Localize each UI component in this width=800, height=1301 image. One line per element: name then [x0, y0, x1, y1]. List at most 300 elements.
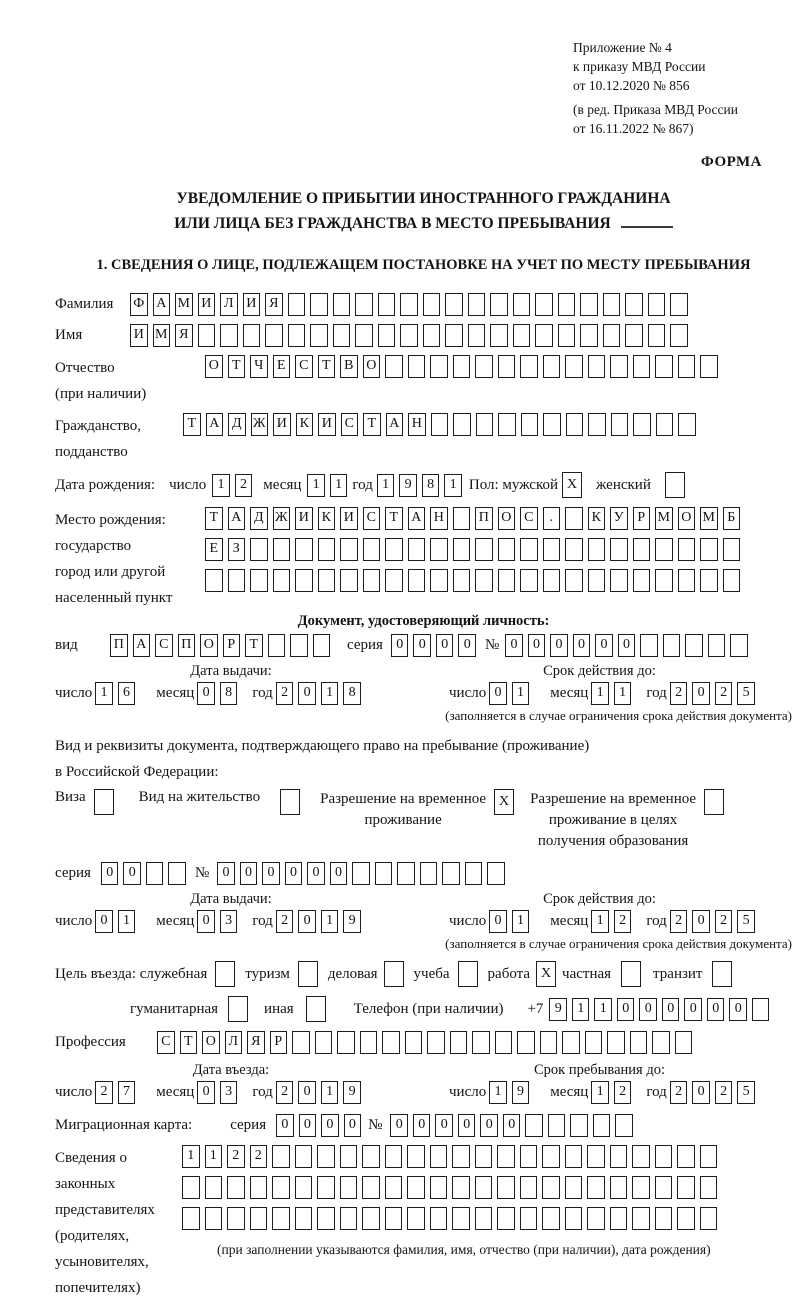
citizenship-cell[interactable]: И	[273, 413, 291, 436]
representatives-cell[interactable]	[340, 1176, 358, 1199]
birth-month-cell[interactable]: 1	[330, 474, 348, 497]
sex-female-checkbox[interactable]	[665, 472, 685, 498]
doc-type-cell[interactable]: П	[110, 634, 128, 657]
resid-number-cell[interactable]: 0	[307, 862, 325, 885]
doc-number-cell[interactable]: 0	[550, 634, 568, 657]
birth-place-cell[interactable]	[520, 538, 538, 561]
birth-place-cell[interactable]	[475, 538, 493, 561]
rvp-education-checkbox[interactable]	[704, 789, 724, 815]
representatives-cell[interactable]	[497, 1145, 515, 1168]
representatives-cell[interactable]	[362, 1176, 380, 1199]
entry-year-cell[interactable]: 0	[298, 1081, 316, 1104]
citizenship-cell[interactable]	[566, 413, 584, 436]
resid-issue-year-cell[interactable]: 0	[298, 910, 316, 933]
doc-type-cell[interactable]: А	[133, 634, 151, 657]
representatives-cell[interactable]	[430, 1145, 448, 1168]
patronymic-cell[interactable]: Т	[318, 355, 336, 378]
purpose-official-checkbox[interactable]	[215, 961, 235, 987]
surname-cell[interactable]	[288, 293, 306, 316]
birth-place-cell[interactable]	[565, 507, 583, 530]
profession-cell[interactable]: Т	[180, 1031, 198, 1054]
representatives-cell[interactable]	[632, 1145, 650, 1168]
phone-cell[interactable]: 0	[662, 998, 680, 1021]
patronymic-cell[interactable]: С	[295, 355, 313, 378]
surname-cell[interactable]	[333, 293, 351, 316]
representatives-cell[interactable]	[475, 1207, 493, 1230]
phone-cell[interactable]: 1	[572, 998, 590, 1021]
patronymic-cell[interactable]	[588, 355, 606, 378]
birth-place-cell[interactable]: С	[520, 507, 538, 530]
profession-cell[interactable]	[607, 1031, 625, 1054]
birth-place-cell[interactable]: С	[363, 507, 381, 530]
representatives-cell[interactable]	[700, 1176, 718, 1199]
resid-valid-year-cell[interactable]: 5	[737, 910, 755, 933]
patronymic-cell[interactable]	[453, 355, 471, 378]
name-cell[interactable]	[580, 324, 598, 347]
representatives-cell[interactable]	[700, 1207, 718, 1230]
surname-cell[interactable]: А	[153, 293, 171, 316]
patronymic-cell[interactable]: Ч	[250, 355, 268, 378]
name-cell[interactable]	[625, 324, 643, 347]
representatives-cell[interactable]	[385, 1145, 403, 1168]
birth-place-cell[interactable]: Е	[205, 538, 223, 561]
name-cell[interactable]	[220, 324, 238, 347]
citizenship-cell[interactable]: Д	[228, 413, 246, 436]
surname-cell[interactable]: И	[198, 293, 216, 316]
name-cell[interactable]	[198, 324, 216, 347]
resid-number-cell[interactable]	[397, 862, 415, 885]
purpose-study-checkbox[interactable]	[458, 961, 478, 987]
birth-place-cell[interactable]	[453, 538, 471, 561]
resid-issue-year-cell[interactable]: 2	[276, 910, 294, 933]
representatives-cell[interactable]	[520, 1145, 538, 1168]
mig-number-cell[interactable]: 0	[390, 1114, 408, 1137]
name-cell[interactable]	[310, 324, 328, 347]
birth-place-cell[interactable]	[273, 538, 291, 561]
surname-cell[interactable]: М	[175, 293, 193, 316]
citizenship-cell[interactable]: Ж	[251, 413, 269, 436]
mig-number-cell[interactable]	[570, 1114, 588, 1137]
representatives-cell[interactable]	[250, 1207, 268, 1230]
phone-cell[interactable]: 0	[707, 998, 725, 1021]
birth-place-cell[interactable]: Т	[385, 507, 403, 530]
birth-place-cell[interactable]	[453, 507, 471, 530]
representatives-cell[interactable]	[385, 1207, 403, 1230]
doc-number-cell[interactable]	[730, 634, 748, 657]
citizenship-cell[interactable]: Т	[183, 413, 201, 436]
profession-cell[interactable]: С	[157, 1031, 175, 1054]
profession-cell[interactable]	[405, 1031, 423, 1054]
profession-cell[interactable]: О	[202, 1031, 220, 1054]
surname-cell[interactable]: Л	[220, 293, 238, 316]
birth-place-cell[interactable]	[633, 569, 651, 592]
name-cell[interactable]	[535, 324, 553, 347]
surname-cell[interactable]	[490, 293, 508, 316]
birth-place-cell[interactable]	[273, 569, 291, 592]
entry-year-cell[interactable]: 9	[343, 1081, 361, 1104]
doc-valid-year-cell[interactable]: 2	[715, 682, 733, 705]
birth-place-cell[interactable]	[318, 538, 336, 561]
patronymic-cell[interactable]: О	[205, 355, 223, 378]
sex-male-checkbox[interactable]: X	[562, 472, 582, 498]
birth-month-cell[interactable]: 1	[307, 474, 325, 497]
citizenship-cell[interactable]: А	[386, 413, 404, 436]
doc-series-cell[interactable]: 0	[413, 634, 431, 657]
representatives-cell[interactable]	[295, 1207, 313, 1230]
representatives-cell[interactable]: 1	[182, 1145, 200, 1168]
resid-number-cell[interactable]	[420, 862, 438, 885]
representatives-cell[interactable]	[542, 1176, 560, 1199]
patronymic-cell[interactable]	[678, 355, 696, 378]
representatives-cell[interactable]	[407, 1145, 425, 1168]
stay-month-cell[interactable]: 2	[614, 1081, 632, 1104]
mig-number-cell[interactable]: 0	[413, 1114, 431, 1137]
stay-day-cell[interactable]: 9	[512, 1081, 530, 1104]
resid-valid-day-cell[interactable]: 0	[489, 910, 507, 933]
surname-cell[interactable]: Ф	[130, 293, 148, 316]
doc-issue-day-cell[interactable]: 6	[118, 682, 136, 705]
representatives-cell[interactable]	[587, 1145, 605, 1168]
birth-place-cell[interactable]	[700, 538, 718, 561]
birth-place-cell[interactable]	[430, 569, 448, 592]
profession-cell[interactable]: Л	[225, 1031, 243, 1054]
birth-place-cell[interactable]: О	[498, 507, 516, 530]
purpose-humanitarian-checkbox[interactable]	[228, 996, 248, 1022]
representatives-cell[interactable]	[565, 1207, 583, 1230]
representatives-cell[interactable]	[677, 1176, 695, 1199]
birth-place-cell[interactable]	[385, 538, 403, 561]
doc-valid-year-cell[interactable]: 0	[692, 682, 710, 705]
resid-number-cell[interactable]: 0	[262, 862, 280, 885]
doc-series-cell[interactable]: 0	[391, 634, 409, 657]
phone-cell[interactable]: 0	[684, 998, 702, 1021]
entry-month-cell[interactable]: 0	[197, 1081, 215, 1104]
resid-series-cell[interactable]	[168, 862, 186, 885]
representatives-cell[interactable]	[407, 1176, 425, 1199]
birth-place-cell[interactable]	[565, 538, 583, 561]
birth-place-cell[interactable]	[363, 538, 381, 561]
representatives-cell[interactable]	[677, 1145, 695, 1168]
stay-day-cell[interactable]: 1	[489, 1081, 507, 1104]
representatives-cell[interactable]	[182, 1207, 200, 1230]
representatives-cell[interactable]	[587, 1207, 605, 1230]
patronymic-cell[interactable]	[543, 355, 561, 378]
doc-valid-year-cell[interactable]: 2	[670, 682, 688, 705]
entry-year-cell[interactable]: 2	[276, 1081, 294, 1104]
name-cell[interactable]	[468, 324, 486, 347]
representatives-cell[interactable]	[385, 1176, 403, 1199]
name-cell[interactable]	[445, 324, 463, 347]
representatives-cell[interactable]	[272, 1176, 290, 1199]
name-cell[interactable]	[265, 324, 283, 347]
stay-year-cell[interactable]: 2	[670, 1081, 688, 1104]
surname-cell[interactable]	[445, 293, 463, 316]
birth-place-cell[interactable]: П	[475, 507, 493, 530]
birth-place-cell[interactable]	[205, 569, 223, 592]
patronymic-cell[interactable]	[565, 355, 583, 378]
representatives-cell[interactable]	[520, 1176, 538, 1199]
birth-place-cell[interactable]	[318, 569, 336, 592]
patronymic-cell[interactable]: Т	[228, 355, 246, 378]
resid-issue-month-cell[interactable]: 0	[197, 910, 215, 933]
purpose-work-checkbox[interactable]: X	[536, 961, 556, 987]
representatives-cell[interactable]	[655, 1176, 673, 1199]
birth-place-cell[interactable]	[520, 569, 538, 592]
mig-number-cell[interactable]: 0	[458, 1114, 476, 1137]
resid-valid-month-cell[interactable]: 2	[614, 910, 632, 933]
patronymic-cell[interactable]	[610, 355, 628, 378]
entry-month-cell[interactable]: 3	[220, 1081, 238, 1104]
citizenship-cell[interactable]	[453, 413, 471, 436]
citizenship-cell[interactable]: А	[206, 413, 224, 436]
birth-place-cell[interactable]: К	[318, 507, 336, 530]
mig-number-cell[interactable]	[593, 1114, 611, 1137]
doc-number-cell[interactable]	[708, 634, 726, 657]
birth-year-cell[interactable]: 9	[399, 474, 417, 497]
resid-valid-month-cell[interactable]: 1	[591, 910, 609, 933]
birth-year-cell[interactable]: 1	[377, 474, 395, 497]
representatives-cell[interactable]	[317, 1176, 335, 1199]
representatives-cell[interactable]	[565, 1145, 583, 1168]
citizenship-cell[interactable]: И	[318, 413, 336, 436]
birth-place-cell[interactable]: М	[700, 507, 718, 530]
patronymic-cell[interactable]	[633, 355, 651, 378]
phone-cell[interactable]: 1	[594, 998, 612, 1021]
resid-number-cell[interactable]: 0	[240, 862, 258, 885]
birth-place-cell[interactable]	[543, 538, 561, 561]
doc-type-cell[interactable]: О	[200, 634, 218, 657]
profession-cell[interactable]: Я	[247, 1031, 265, 1054]
resid-series-cell[interactable]: 0	[123, 862, 141, 885]
representatives-cell[interactable]	[340, 1207, 358, 1230]
patronymic-cell[interactable]	[520, 355, 538, 378]
representatives-cell[interactable]	[632, 1176, 650, 1199]
phone-cell[interactable]: 0	[639, 998, 657, 1021]
representatives-cell[interactable]	[407, 1207, 425, 1230]
profession-cell[interactable]	[450, 1031, 468, 1054]
surname-cell[interactable]: Я	[265, 293, 283, 316]
residence-permit-checkbox[interactable]	[280, 789, 300, 815]
purpose-other-checkbox[interactable]	[306, 996, 326, 1022]
mig-series-cell[interactable]: 0	[344, 1114, 362, 1137]
surname-cell[interactable]	[310, 293, 328, 316]
profession-cell[interactable]	[495, 1031, 513, 1054]
citizenship-cell[interactable]	[498, 413, 516, 436]
representatives-cell[interactable]	[317, 1207, 335, 1230]
doc-type-cell[interactable]: П	[178, 634, 196, 657]
surname-cell[interactable]	[648, 293, 666, 316]
resid-number-cell[interactable]: 0	[330, 862, 348, 885]
citizenship-cell[interactable]: С	[341, 413, 359, 436]
representatives-cell[interactable]	[520, 1207, 538, 1230]
resid-valid-year-cell[interactable]: 2	[670, 910, 688, 933]
doc-type-cell[interactable]: Т	[245, 634, 263, 657]
birth-place-cell[interactable]	[633, 538, 651, 561]
representatives-cell[interactable]	[205, 1207, 223, 1230]
resid-number-cell[interactable]: 0	[217, 862, 235, 885]
name-cell[interactable]	[603, 324, 621, 347]
stay-month-cell[interactable]: 1	[591, 1081, 609, 1104]
birth-place-cell[interactable]: И	[340, 507, 358, 530]
representatives-cell[interactable]	[542, 1145, 560, 1168]
name-cell[interactable]	[670, 324, 688, 347]
surname-cell[interactable]	[513, 293, 531, 316]
representatives-cell[interactable]	[497, 1207, 515, 1230]
name-cell[interactable]: Я	[175, 324, 193, 347]
stay-year-cell[interactable]: 0	[692, 1081, 710, 1104]
rvp-checkbox[interactable]: X	[494, 789, 514, 815]
birth-place-cell[interactable]: А	[228, 507, 246, 530]
phone-cell[interactable]: 0	[729, 998, 747, 1021]
representatives-cell[interactable]	[272, 1207, 290, 1230]
birth-place-cell[interactable]	[678, 569, 696, 592]
patronymic-cell[interactable]: В	[340, 355, 358, 378]
mig-number-cell[interactable]	[615, 1114, 633, 1137]
resid-number-cell[interactable]: 0	[285, 862, 303, 885]
birth-place-cell[interactable]	[678, 538, 696, 561]
birth-place-cell[interactable]: .	[543, 507, 561, 530]
doc-series-cell[interactable]: 0	[458, 634, 476, 657]
representatives-cell[interactable]	[317, 1145, 335, 1168]
birth-place-cell[interactable]	[340, 538, 358, 561]
representatives-cell[interactable]	[272, 1145, 290, 1168]
resid-number-cell[interactable]	[442, 862, 460, 885]
representatives-cell[interactable]	[497, 1176, 515, 1199]
representatives-cell[interactable]	[610, 1207, 628, 1230]
patronymic-cell[interactable]: Е	[273, 355, 291, 378]
representatives-cell[interactable]	[205, 1176, 223, 1199]
name-cell[interactable]: И	[130, 324, 148, 347]
representatives-cell[interactable]	[227, 1207, 245, 1230]
citizenship-cell[interactable]	[521, 413, 539, 436]
representatives-cell[interactable]	[655, 1207, 673, 1230]
surname-cell[interactable]	[670, 293, 688, 316]
birth-place-cell[interactable]	[408, 569, 426, 592]
birth-place-cell[interactable]	[700, 569, 718, 592]
birth-place-cell[interactable]	[723, 538, 741, 561]
patronymic-cell[interactable]: О	[363, 355, 381, 378]
resid-number-cell[interactable]	[375, 862, 393, 885]
birth-place-cell[interactable]: Ж	[273, 507, 291, 530]
doc-number-cell[interactable]	[685, 634, 703, 657]
citizenship-cell[interactable]	[431, 413, 449, 436]
profession-cell[interactable]	[540, 1031, 558, 1054]
resid-issue-day-cell[interactable]: 0	[95, 910, 113, 933]
resid-valid-day-cell[interactable]: 1	[512, 910, 530, 933]
birth-place-cell[interactable]	[610, 569, 628, 592]
representatives-cell[interactable]	[250, 1176, 268, 1199]
profession-cell[interactable]	[427, 1031, 445, 1054]
name-cell[interactable]	[513, 324, 531, 347]
mig-series-cell[interactable]: 0	[276, 1114, 294, 1137]
mig-number-cell[interactable]	[525, 1114, 543, 1137]
resid-issue-year-cell[interactable]: 9	[343, 910, 361, 933]
name-cell[interactable]	[490, 324, 508, 347]
surname-cell[interactable]	[535, 293, 553, 316]
representatives-cell[interactable]: 2	[250, 1145, 268, 1168]
birth-place-cell[interactable]	[228, 569, 246, 592]
citizenship-cell[interactable]	[543, 413, 561, 436]
birth-place-cell[interactable]: И	[295, 507, 313, 530]
profession-cell[interactable]	[315, 1031, 333, 1054]
birth-place-cell[interactable]	[655, 569, 673, 592]
patronymic-cell[interactable]	[498, 355, 516, 378]
resid-number-cell[interactable]	[465, 862, 483, 885]
representatives-cell[interactable]	[227, 1176, 245, 1199]
doc-issue-month-cell[interactable]: 0	[197, 682, 215, 705]
representatives-cell[interactable]	[362, 1207, 380, 1230]
patronymic-cell[interactable]	[655, 355, 673, 378]
profession-cell[interactable]: Р	[270, 1031, 288, 1054]
doc-valid-year-cell[interactable]: 5	[737, 682, 755, 705]
birth-year-cell[interactable]: 1	[444, 474, 462, 497]
representatives-cell[interactable]	[295, 1176, 313, 1199]
birth-place-cell[interactable]	[498, 538, 516, 561]
birth-place-cell[interactable]: Д	[250, 507, 268, 530]
doc-valid-month-cell[interactable]: 1	[591, 682, 609, 705]
birth-place-cell[interactable]: А	[408, 507, 426, 530]
profession-cell[interactable]	[585, 1031, 603, 1054]
citizenship-cell[interactable]: Т	[363, 413, 381, 436]
representatives-cell[interactable]	[610, 1145, 628, 1168]
resid-series-cell[interactable]	[146, 862, 164, 885]
representatives-cell[interactable]: 1	[205, 1145, 223, 1168]
birth-place-cell[interactable]: Р	[633, 507, 651, 530]
citizenship-cell[interactable]	[476, 413, 494, 436]
name-cell[interactable]	[378, 324, 396, 347]
profession-cell[interactable]	[382, 1031, 400, 1054]
name-cell[interactable]	[243, 324, 261, 347]
birth-place-cell[interactable]	[588, 538, 606, 561]
citizenship-cell[interactable]: Н	[408, 413, 426, 436]
doc-issue-month-cell[interactable]: 8	[220, 682, 238, 705]
doc-type-cell[interactable]: Р	[223, 634, 241, 657]
doc-valid-day-cell[interactable]: 0	[489, 682, 507, 705]
resid-valid-year-cell[interactable]: 0	[692, 910, 710, 933]
surname-cell[interactable]: И	[243, 293, 261, 316]
birth-place-cell[interactable]: К	[588, 507, 606, 530]
purpose-tourism-checkbox[interactable]	[298, 961, 318, 987]
purpose-private-checkbox[interactable]	[621, 961, 641, 987]
doc-number-cell[interactable]: 0	[505, 634, 523, 657]
birth-place-cell[interactable]: З	[228, 538, 246, 561]
mig-series-cell[interactable]: 0	[299, 1114, 317, 1137]
surname-cell[interactable]	[355, 293, 373, 316]
representatives-cell[interactable]	[430, 1207, 448, 1230]
birth-place-cell[interactable]: Б	[723, 507, 741, 530]
name-cell[interactable]	[355, 324, 373, 347]
patronymic-cell[interactable]	[408, 355, 426, 378]
birth-place-cell[interactable]	[475, 569, 493, 592]
birth-place-cell[interactable]	[543, 569, 561, 592]
resid-series-cell[interactable]: 0	[101, 862, 119, 885]
birth-day-cell[interactable]: 1	[212, 474, 230, 497]
visa-checkbox[interactable]	[94, 789, 114, 815]
name-cell[interactable]	[423, 324, 441, 347]
doc-issue-year-cell[interactable]: 2	[276, 682, 294, 705]
resid-valid-year-cell[interactable]: 2	[715, 910, 733, 933]
representatives-cell[interactable]	[632, 1207, 650, 1230]
doc-number-cell[interactable]: 0	[573, 634, 591, 657]
doc-type-cell[interactable]	[268, 634, 286, 657]
doc-type-cell[interactable]	[290, 634, 308, 657]
birth-place-cell[interactable]	[295, 538, 313, 561]
surname-cell[interactable]	[558, 293, 576, 316]
representatives-cell[interactable]	[610, 1176, 628, 1199]
doc-issue-day-cell[interactable]: 1	[95, 682, 113, 705]
birth-year-cell[interactable]: 8	[422, 474, 440, 497]
birth-place-cell[interactable]	[363, 569, 381, 592]
